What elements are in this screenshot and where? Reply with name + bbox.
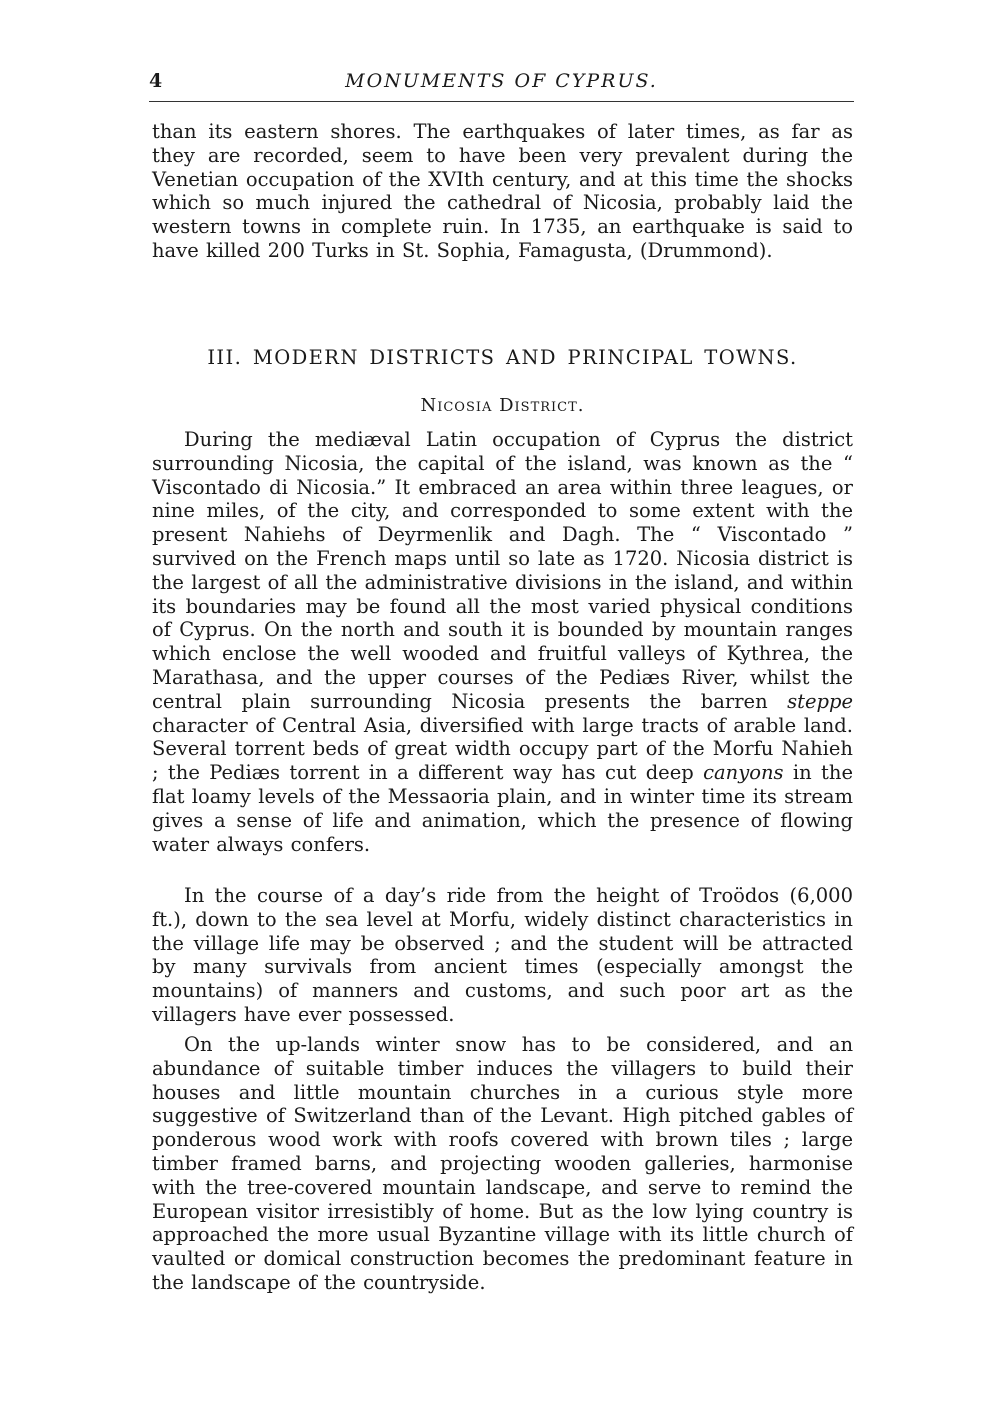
- italic-term-canyons: canyons: [703, 761, 784, 785]
- paragraph-uplands: On the up-lands winter snow has to be considered, and an abundance of suitable timber induces the villagers to build their houses and little mountain churches in a curious style more suggestive of Switzerland than of the Levant. High pitched gables of ponderous wood work with roofs covered with brown tiles ; large timber framed barns, and projecting wooden galleries, harmonise with the tree-covered mountain landscape, and serve to remind the European visitor irresistibly of home. But as the low lying country is approached the more usual Byzantine village with its little church of vaulted or domical construction becomes the predominant feature in the landscape of the countryside.: [152, 1033, 853, 1294]
- paragraph-village-life: In the course of a day’s ride from the height of Troödos (6,000 ft.), down to the sea level at Morfu, widely distinct characteristics in the village life may be observed ; and the student will be attracted by many survivals from ancient times (especially amongst the mountains) of manners and customs, and such poor art as the villagers have ever possessed.: [152, 884, 853, 1026]
- page-number: 4: [149, 70, 163, 92]
- paragraph-nicosia-district: [152, 428, 853, 856]
- intro-paragraph: than its eastern shores. The earthquakes of later times, as far as they are recorded, seem to have been very prevalent during the Venetian occupation of the XVIth century, and at this time the shocks which so much injured the cathedral of Nicosia, probably laid the western towns in complete ruin. In 1735, an earthquake is said to have killed 200 Turks in St. Sophia, Famagusta, (Drummond).: [152, 120, 853, 262]
- section-heading: III. MODERN DISTRICTS AND PRINCIPAL TOWNS.: [207, 346, 798, 369]
- header-rule: [149, 101, 854, 102]
- page-header: [149, 70, 854, 100]
- running-title: MONUMENTS OF CYPRUS.: [345, 70, 658, 92]
- italic-term-steppe: steppe: [787, 689, 854, 713]
- district-subheading: Nicosia District.: [420, 395, 585, 416]
- paragraph-text: character of Central Asia, diversified with large tracts of arable land. Several torrent beds of great width occupy part of the Morfu Nahieh ; the Pediæs torrent in a different way has cut deep: [152, 713, 853, 785]
- paragraph-text: in the flat loamy levels of the Messaoria plain, and in winter time its stream gives a sense of life and animation, which the presence of flowing water always confers.: [152, 761, 853, 856]
- paragraph-text: During the mediæval Latin occupation of Cyprus the district surrounding Nicosia, the capital of the island, was known as the “ Viscontado di Nicosia.” It embraced an area within three leagues, or nine miles, of the city, and corresponded to some extent with the present Nahiehs of Deyrmenlik and Dagh. The “ Viscontado ” survived on the French maps until so late as 1720. Nicosia district is the largest of all the administrative divisions in the island, and within its boundaries may be found all the most varied physical conditions of Cyprus. On the north and south it is bounded by mountain ranges which enclose the well wooded and fruitful valleys of Kythrea, the Marathasa, and the upper courses of the Pediæs River, whilst the central plain surrounding Nicosia presents the barren: [152, 428, 853, 713]
